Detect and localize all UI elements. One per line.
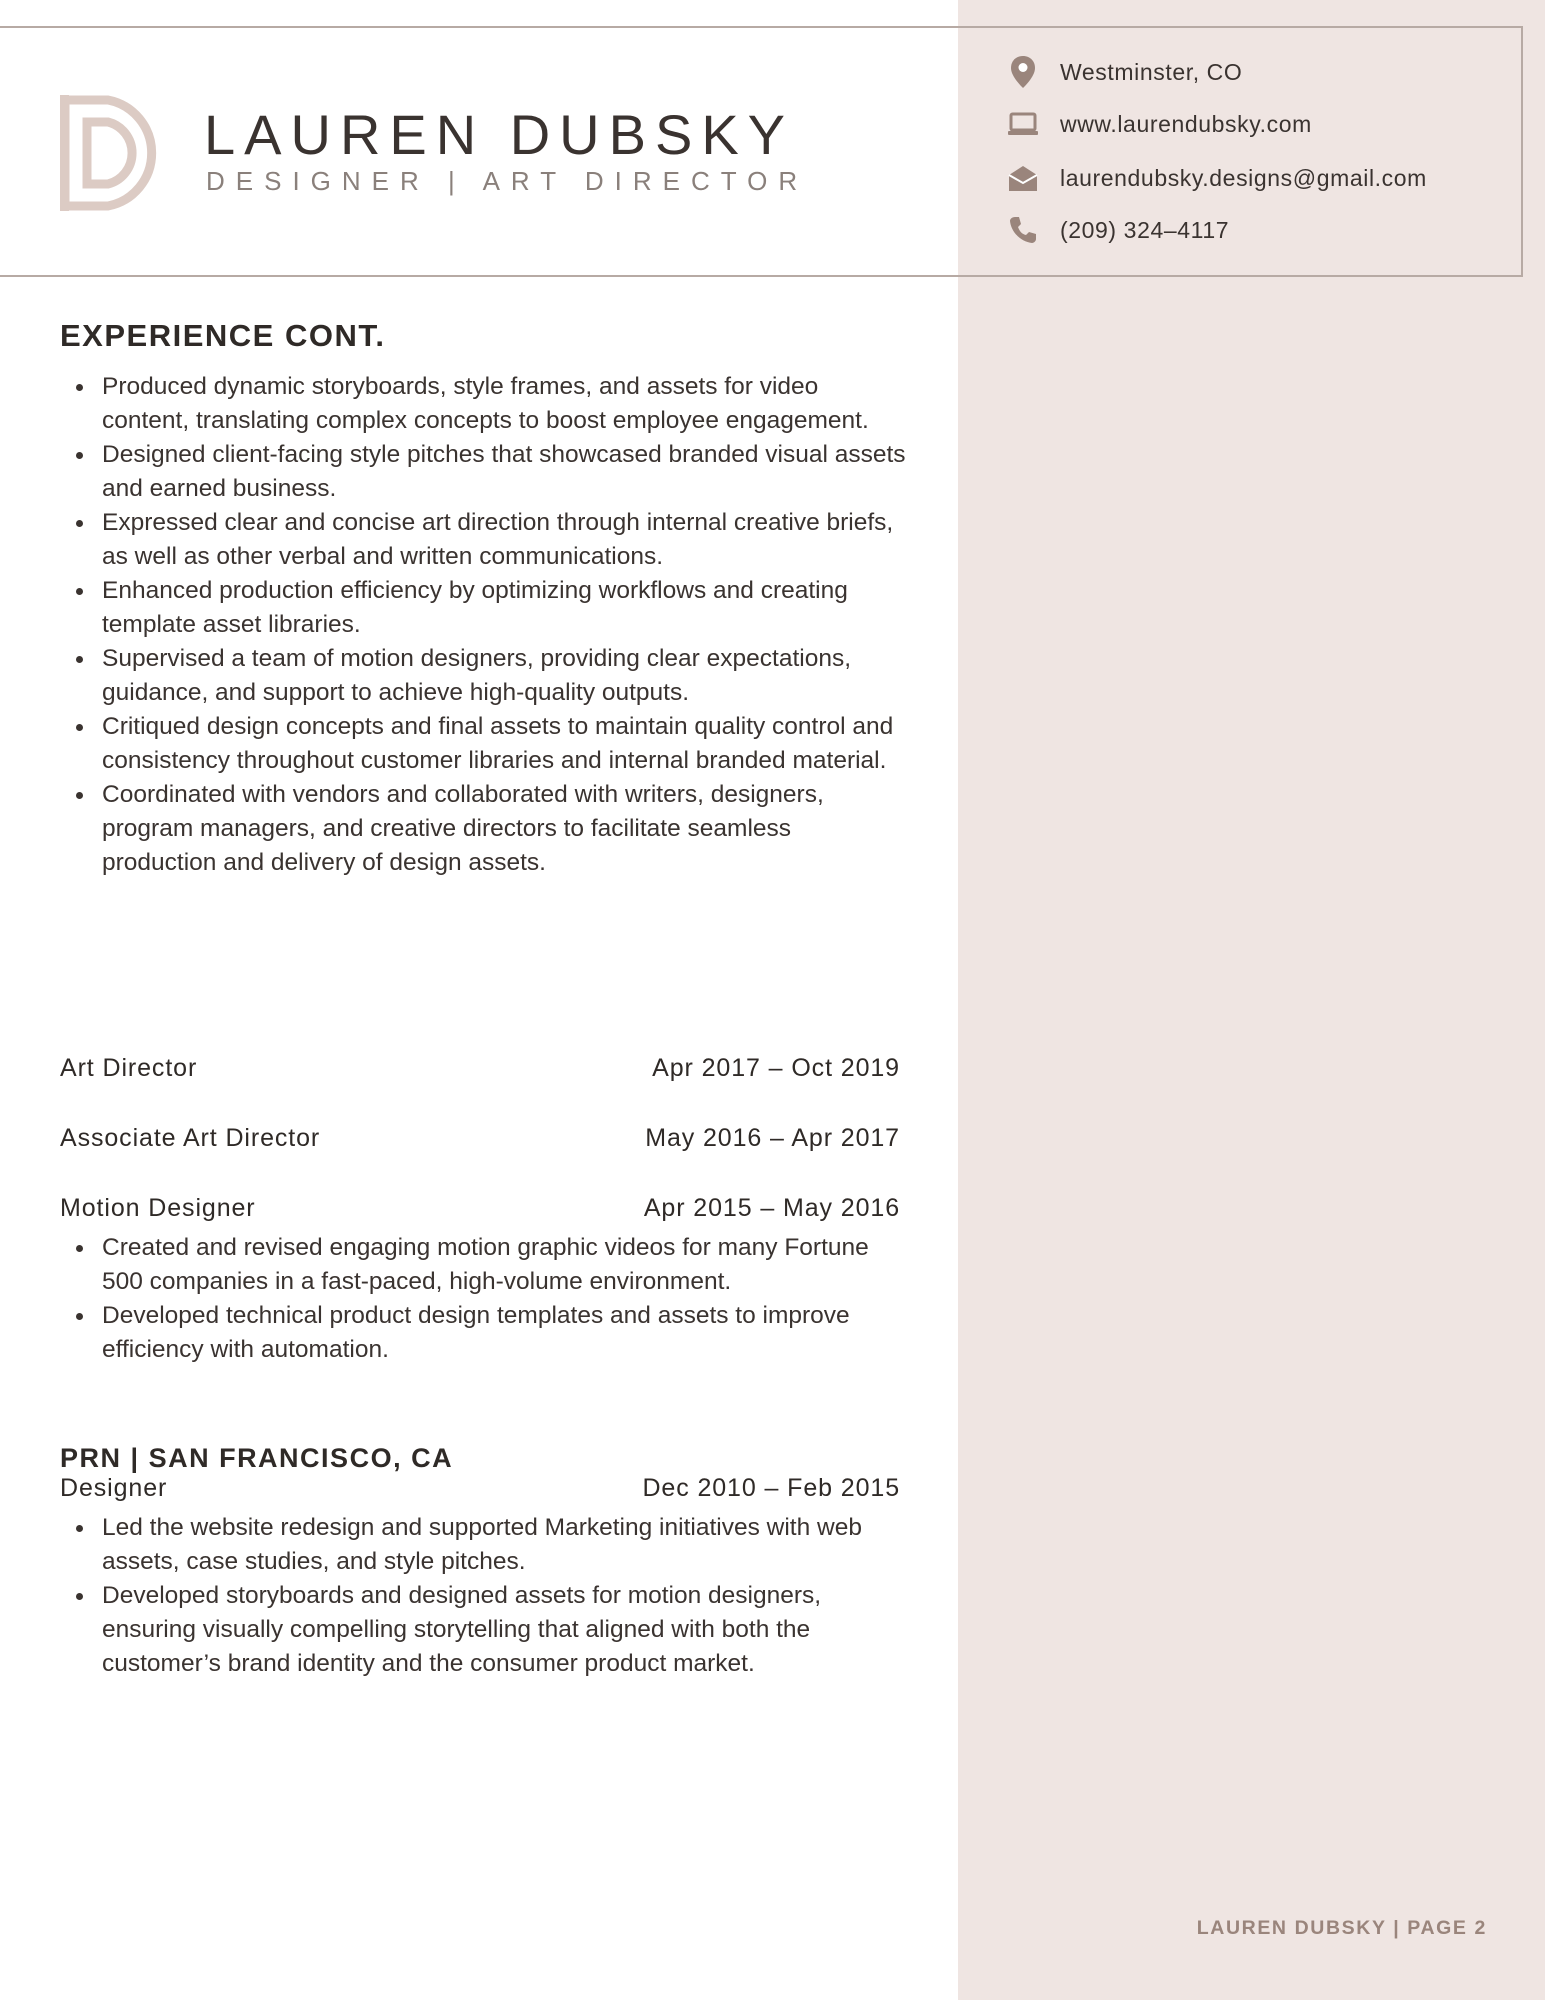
ld-monogram-logo [60, 95, 180, 211]
list-item: Developed technical product design templates and assets to improve efficiency with automation. [60, 1299, 910, 1367]
list-item: Expressed clear and concise art direction through internal creative briefs, as well as other verbal and written communications. [60, 506, 910, 574]
contact-phone[interactable] [1006, 210, 1229, 250]
role-dates: Dec 2010 – Feb 2015 [642, 1474, 900, 1502]
experience-heading: EXPERIENCE CONT. [60, 318, 386, 353]
contact-location-text: Westminster, CO [1060, 58, 1243, 85]
role-title: Art Director [60, 1054, 198, 1082]
sidebar-panel [958, 0, 1545, 2000]
contact-email[interactable] [1006, 158, 1427, 198]
header-rule-right [1521, 26, 1523, 277]
list-item: Enhanced production efficiency by optimizing workflows and creating template asset libraries. [60, 574, 910, 642]
list-item: Critiqued design concepts and final assets to maintain quality control and consistency throughout customer libraries and internal branded material. [60, 710, 910, 778]
role-title: Associate Art Director [60, 1124, 321, 1152]
contact-website[interactable] [1006, 104, 1312, 144]
role-art-director [60, 1054, 900, 1083]
contact-phone-text[interactable]: (209) 324–4117 [1060, 216, 1230, 243]
header-rule-top [0, 26, 1523, 28]
experience-bullet-list [60, 370, 910, 880]
role-title: Motion Designer [60, 1194, 256, 1222]
role-associate-art-director [60, 1124, 900, 1153]
list-item: Developed storyboards and designed assets for motion designers, ensuring visually compelling storytelling that aligned with both the customer’s brand identity and the consumer product market. [60, 1579, 910, 1681]
role-dates: Apr 2015 – May 2016 [643, 1194, 900, 1222]
contact-email-text[interactable]: laurendubsky.designs@gmail.com [1060, 164, 1427, 191]
location-pin-icon [1006, 55, 1040, 89]
role-title: Designer [60, 1474, 168, 1502]
motion-designer-bullet-list [60, 1231, 910, 1367]
prn-bullet-list [60, 1511, 910, 1681]
candidate-name: LAUREN DUBSKY [204, 103, 795, 166]
role-dates: Apr 2017 – Oct 2019 [652, 1054, 900, 1082]
header-rule-bottom [0, 275, 1523, 277]
list-item: Created and revised engaging motion graphic videos for many Fortune 500 companies in a fast-paced, high-volume environment. [60, 1231, 910, 1299]
list-item: Designed client-facing style pitches that showcased branded visual assets and earned business. [60, 438, 910, 506]
list-item: Produced dynamic storyboards, style frames, and assets for video content, translating complex concepts to boost employee engagement. [60, 370, 910, 438]
role-dates: May 2016 – Apr 2017 [645, 1124, 900, 1152]
phone-icon [1006, 213, 1040, 247]
prn-heading: PRN | SAN FRANCISCO, CA [60, 1443, 454, 1473]
envelope-icon [1006, 161, 1040, 195]
contact-website-text[interactable]: www.laurendubsky.com [1060, 110, 1312, 137]
role-motion-designer [60, 1194, 900, 1223]
list-item: Supervised a team of motion designers, providing clear expectations, guidance, and support to achieve high-quality outputs. [60, 642, 910, 710]
laptop-icon [1006, 107, 1040, 141]
list-item: Coordinated with vendors and collaborated with writers, designers, program managers, and creative directors to facilitate seamless production and delivery of design assets. [60, 778, 910, 880]
role-designer [60, 1474, 900, 1503]
candidate-subtitle: DESIGNER | ART DIRECTOR [206, 166, 809, 196]
contact-location [1006, 52, 1242, 92]
list-item: Led the website redesign and supported Marketing initiatives with web assets, case studies, and style pitches. [60, 1511, 910, 1579]
page-footer: LAUREN DUBSKY | PAGE 2 [1196, 1917, 1487, 1939]
